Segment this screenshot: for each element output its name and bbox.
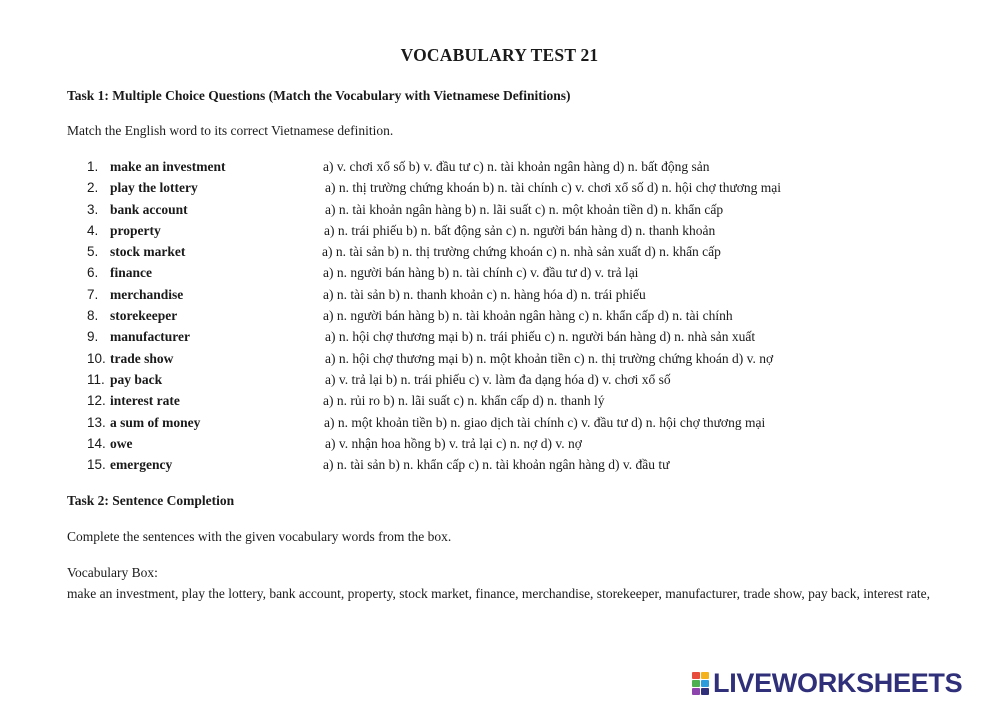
vocabulary-box-list: make an investment, play the lottery, bank account, property, stock market, finance, merchandise, storekeeper, manufacturer, trade show, pay back, interest rate, (67, 586, 930, 601)
vocabulary-word: finance (110, 265, 152, 281)
vocabulary-word: manufacturer (110, 329, 190, 345)
question-number: 5. (87, 244, 99, 260)
answer-options: a) n. người bán hàng b) n. tài khoản ngân hàng c) n. khẩn cấp d) n. tài chính (323, 308, 733, 324)
answer-options: a) n. tài sản b) n. khẩn cấp c) n. tài khoản ngân hàng d) v. đầu tư (323, 457, 670, 473)
question-item (0, 413, 999, 434)
question-number: 3. (87, 201, 99, 217)
answer-options: a) n. tài sản b) n. thanh khoản c) n. hàng hóa d) n. trái phiếu (323, 286, 646, 302)
question-number: 2. (87, 180, 99, 196)
question-item (0, 327, 999, 348)
logo-square (692, 680, 700, 687)
question-number: 10. (87, 350, 106, 366)
question-item (0, 263, 999, 284)
logo-text: LIVEWORKSHEETS (713, 668, 963, 698)
vocabulary-word: make an investment (110, 159, 226, 174)
page-title: VOCABULARY TEST 21 (400, 45, 599, 65)
question-number: 12. (87, 393, 106, 409)
answer-options: a) n. hội chợ thương mại b) n. một khoản tiền c) n. thị trường chứng khoán d) v. nợ (325, 350, 774, 366)
vocabulary-word: owe (110, 435, 133, 451)
question-item (0, 178, 999, 199)
answer-options: a) n. rủi ro b) n. lãi suất c) n. khẩn cấp d) n. thanh lý (323, 393, 605, 409)
vocabulary-box-label: Vocabulary Box: (67, 565, 158, 580)
answer-options: a) n. tài khoản ngân hàng b) n. lãi suất c) n. một khoản tiền d) n. khẩn cấp (325, 201, 724, 217)
question-item (0, 200, 999, 221)
vocabulary-word: stock market (110, 244, 186, 260)
question-item (0, 391, 999, 412)
answer-options: a) v. chơi xổ số b) v. đầu tư c) n. tài khoản ngân hàng d) n. bất động sản (323, 159, 710, 174)
answer-options: a) n. hội chợ thương mại b) n. trái phiếu c) n. người bán hàng d) n. nhà sản xuất (325, 329, 756, 345)
liveworksheets-logo (692, 669, 962, 697)
task1-heading: Task 1: Multiple Choice Questions (Match the Vocabulary with Vietnamese Definitions) (67, 88, 571, 103)
logo-square (692, 688, 700, 695)
question-item (0, 434, 999, 455)
task2-heading: Task 2: Sentence Completion (67, 493, 235, 508)
question-item (0, 221, 999, 242)
answer-options: a) n. một khoản tiền b) n. giao dịch tài chính c) v. đầu tư d) n. hội chợ thương mại (324, 414, 766, 430)
task1-instruction: Match the English word to its correct Vietnamese definition. (67, 123, 394, 138)
vocabulary-word: interest rate (110, 393, 180, 409)
question-item (0, 157, 999, 178)
vocabulary-word: a sum of money (110, 414, 201, 430)
question-item (0, 285, 999, 306)
question-number: 13. (87, 414, 106, 430)
answer-options: a) n. trái phiếu b) n. bất động sản c) n. người bán hàng d) n. thanh khoản (324, 222, 716, 238)
question-item (0, 242, 999, 263)
liveworksheets-logo-icon (692, 672, 709, 695)
task2-instruction: Complete the sentences with the given vocabulary words from the box. (67, 529, 452, 544)
vocabulary-word: play the lottery (110, 180, 198, 196)
question-number: 8. (87, 308, 99, 324)
question-list (0, 157, 999, 476)
answer-options: a) n. người bán hàng b) n. tài chính c) v. đầu tư d) v. trả lại (323, 265, 639, 281)
answer-options: a) v. trả lại b) n. trái phiếu c) v. làm đa dạng hóa d) v. chơi xổ số (325, 371, 671, 387)
question-number: 1. (87, 159, 99, 174)
vocabulary-word: trade show (110, 350, 174, 366)
question-item (0, 370, 999, 391)
vocabulary-word: property (110, 222, 161, 238)
logo-square (701, 680, 709, 687)
vocabulary-word: emergency (110, 457, 173, 473)
question-number: 7. (87, 286, 99, 302)
answer-options: a) n. tài sản b) n. thị trường chứng khoán c) n. nhà sản xuất d) n. khẩn cấp (322, 244, 721, 260)
answer-options: a) v. nhận hoa hồng b) v. trả lại c) n. nợ d) v. nợ (325, 435, 582, 451)
question-item (0, 306, 999, 327)
question-item (0, 455, 999, 476)
question-number: 4. (87, 222, 99, 238)
logo-square (692, 672, 700, 679)
vocabulary-word: pay back (110, 371, 163, 387)
question-item (0, 349, 999, 370)
question-number: 14. (87, 435, 106, 451)
question-number: 11. (87, 371, 105, 387)
logo-square (701, 688, 709, 695)
vocabulary-word: storekeeper (110, 308, 178, 324)
question-number: 15. (87, 457, 106, 473)
vocabulary-word: merchandise (110, 286, 184, 302)
question-number: 6. (87, 265, 99, 281)
question-number: 9. (87, 329, 99, 345)
logo-square (701, 672, 709, 679)
answer-options: a) n. thị trường chứng khoán b) n. tài chính c) v. chơi xổ số d) n. hội chợ thương mại (325, 180, 782, 196)
vocabulary-word: bank account (110, 201, 188, 217)
